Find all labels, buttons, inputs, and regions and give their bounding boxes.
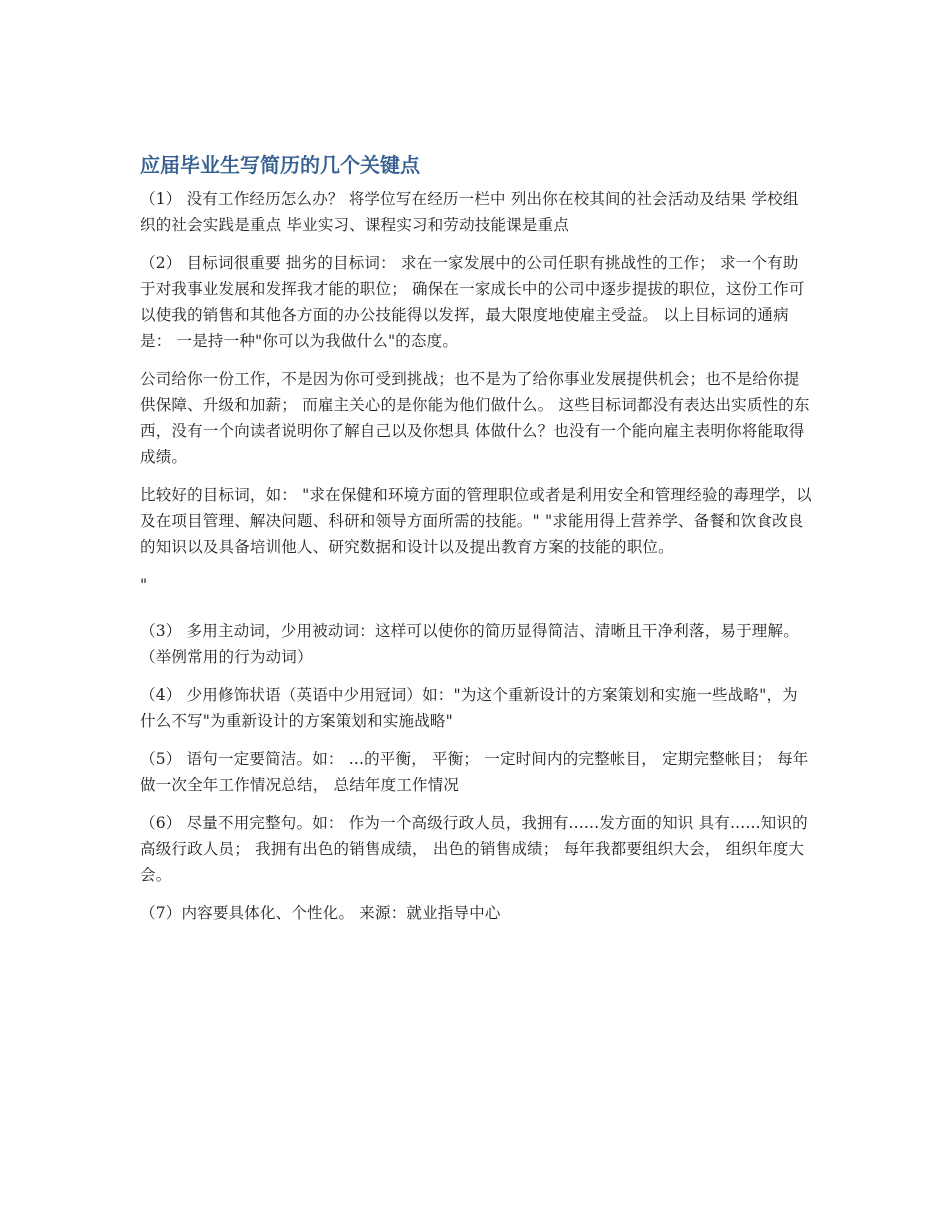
paragraph-good-objective: 比较好的目标词，如： "求在保健和环境方面的管理职位或者是利用安全和管理经验的毒理学，以及在项目管理、解决问题、科研和领导方面所需的技能。" "求能用得上营养学、备餐和饮食改良的知识以及具备培训他人、研究数据和设计以及提出教育方案的技能的职位。 [140,486,812,556]
paragraph-incomplete-sentences: （6） 尽量不用完整句。如： 作为一个高级行政人员，我拥有......发方面的知识 具有......知识的高级行政人员； 我拥有出色的销售成绩， 出色的销售成绩； 每年我都要组织大会， 组织年度大会。 [140,814,808,884]
paragraph-fewer-modifiers: （4） 少用修饰状语（英语中少用冠词）如："为这个重新设计的方案策划和实施一些战略"，为什么不写"为重新设计的方案策划和实施战略" [140,686,798,730]
paragraph-active-verbs: （3） 多用主动词，少用被动词：这样可以使你的简历显得简洁、清晰且干净利落，易于理解。（举例常用的行为动词） [140,622,799,666]
document-title: 应届毕业生写简历的几个关键点 [140,153,420,177]
paragraph-employer-concern: 公司给你一份工作，不是因为你可受到挑战；也不是为了给你事业发展提供机会；也不是给你提供保障、升级和加薪； 而雇主关心的是你能为他们做什么。 这些目标词都没有表达出实质性的东西，没有一个向读者说明你了解自己以及你想具 体做什么？也没有一个能向雇主表明你将能取得成绩。 [140,370,810,466]
document-page [140,150,812,938]
paragraph-quote-mark: " [140,576,148,594]
paragraph-objective-words: （2） 目标词很重要 拙劣的目标词： 求在一家发展中的公司任职有挑战性的工作； 求一个有助于对我事业发展和发挥我才能的职位； 确保在一家成长中的公司中逐步提拔的职位，这份工作可以使我的销售和其他各方面的办公技能得以发挥，最大限度地使雇主受益。 以上目标词的通病是： 一是持一种"你可以为我做什么"的态度。 [140,254,805,350]
paragraph-concise: （5） 语句一定要简洁。如： ...的平衡， 平衡； 一定时间内的完整帐目， 定期完整帐目； 每年做一次全年工作情况总结， 总结年度工作情况 [140,750,809,794]
paragraph-specific-content: （7）内容要具体化、个性化。 来源：就业指导中心 [140,904,501,922]
paragraph-no-experience: （1） 没有工作经历怎么办？ 将学位写在经历一栏中 列出你在校其间的社会活动及结果 学校组织的社会实践是重点 毕业实习、课程实习和劳动技能课是重点 [140,190,799,234]
